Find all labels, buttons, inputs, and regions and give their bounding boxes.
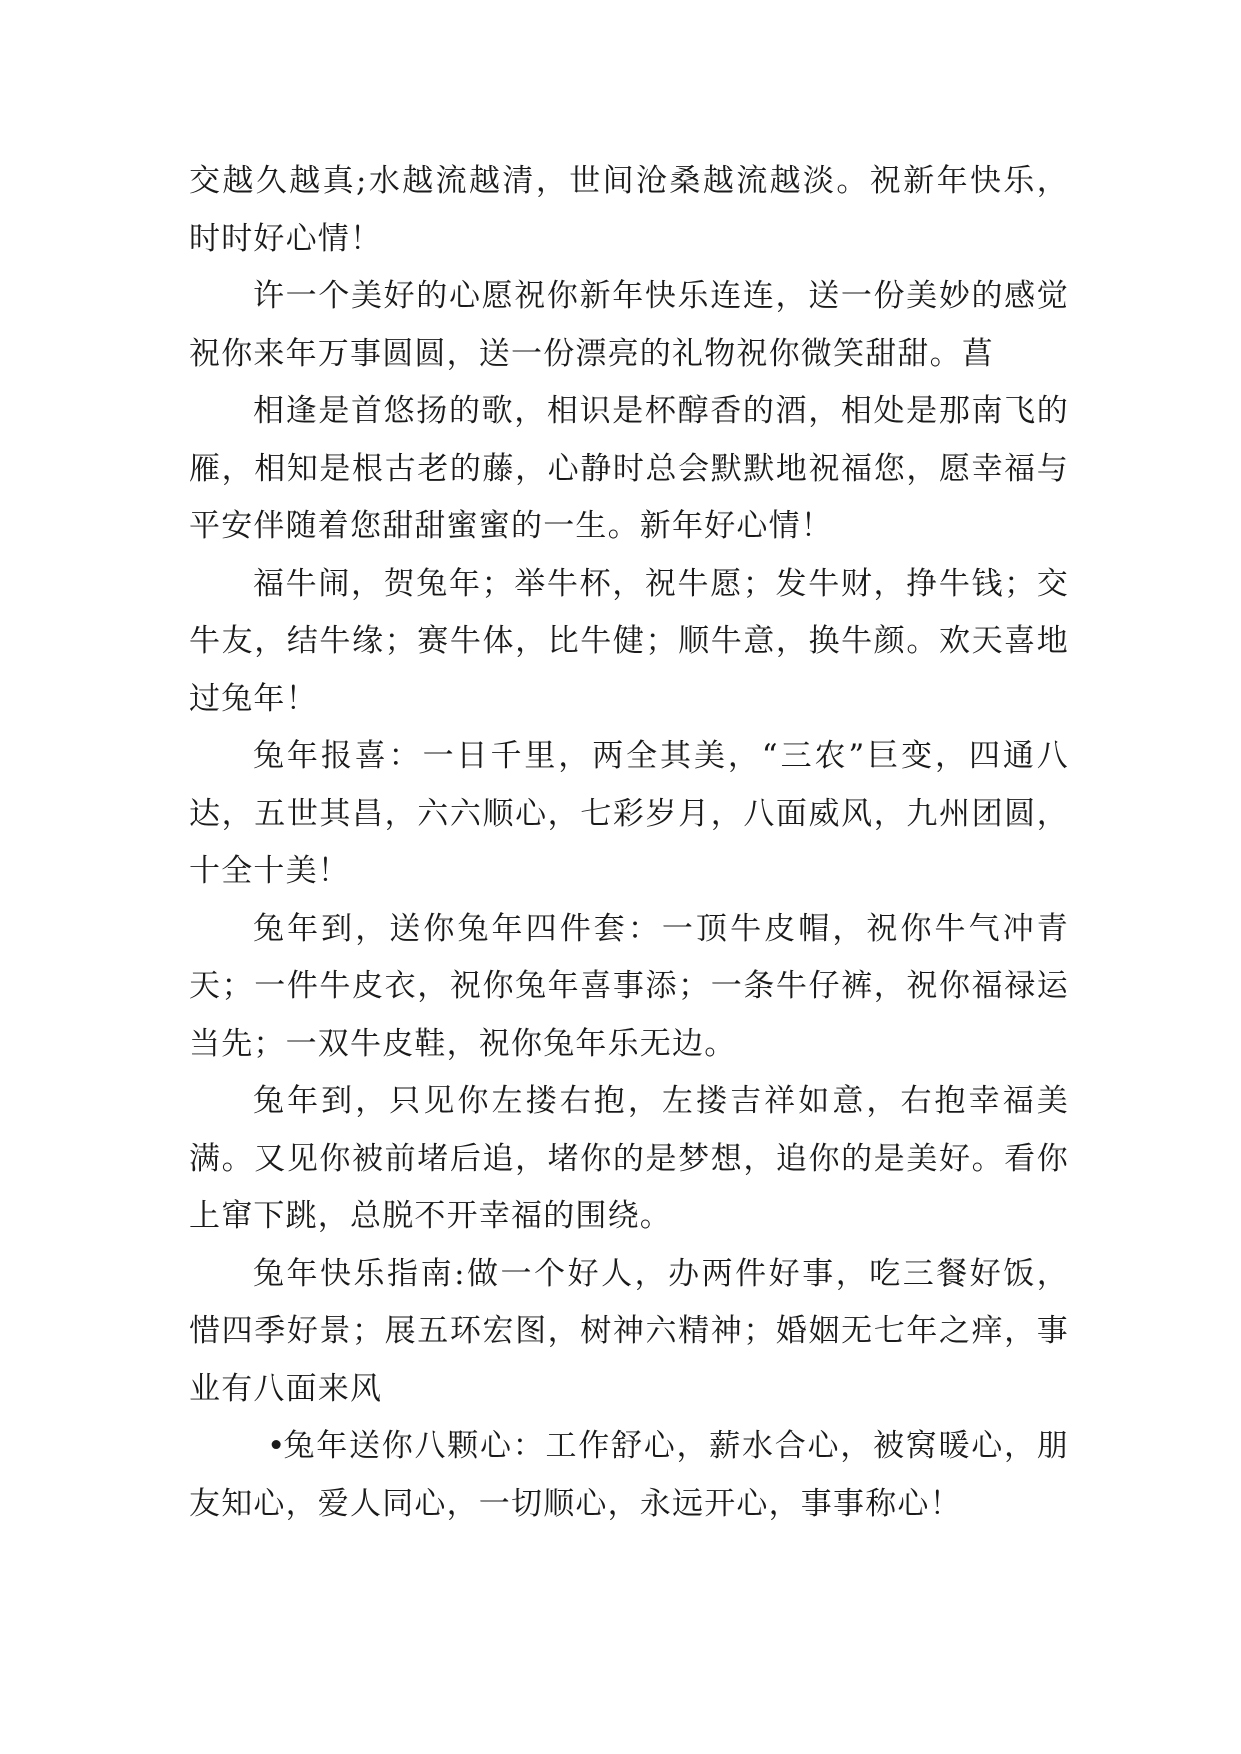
bullet-marker: • xyxy=(267,1428,287,1464)
paragraph: 福牛闹，贺兔年；举牛杯，祝牛愿；发牛财，挣牛钱；交牛友，结牛缘；赛牛体，比牛健；顺牛意，换牛颜。欢天喜地过兔年！ xyxy=(189,565,1069,717)
paragraph: 兔年报喜：一日千里，两全其美，“三农”巨变，四通八达，五世其昌，六六顺心，七彩岁月，八面威风，九州团圆，十全十美！ xyxy=(189,738,1069,889)
bullet-paragraph xyxy=(189,1418,1069,1533)
paragraph: 兔年到，送你兔年四件套：一顶牛皮帽，祝你牛气冲青天；一件牛皮衣，祝你兔年喜事添；一条牛仔裤，祝你福禄运当先；一双牛皮鞋，祝你兔年乐无边。 xyxy=(189,910,1069,1062)
paragraph: 兔年到，只见你左搂右抱，左搂吉祥如意，右抱幸福美满。又见你被前堵后追，堵你的是梦想，追你的是美好。看你上窜下跳，总脱不开幸福的围绕。 xyxy=(189,1083,1069,1234)
paragraph: 兔年快乐指南:做一个好人，办两件好事，吃三餐好饭，惜四季好景；展五环宏图，树神六精神；婚姻无七年之痒，事业有八面来风 xyxy=(189,1255,1069,1407)
paragraph: 相逢是首悠扬的歌，相识是杯醇香的酒，相处是那南飞的雁，相知是根古老的藤，心静时总会默默地祝福您，愿幸福与平安伴随着您甜甜蜜蜜的一生。新年好心情！ xyxy=(189,393,1069,544)
document-body xyxy=(189,153,1069,1533)
bullet-paragraph-text: 兔年送你八颗心：工作舒心，薪水合心，被窝暖心，朋友知心，爱人同心，一切顺心，永远开心，事事称心！ xyxy=(189,1428,1069,1522)
paragraph-continuation: 交越久越真;水越流越清，世间沧桑越流越淡。祝新年快乐，时时好心情！ xyxy=(189,163,1069,257)
paragraph: 许一个美好的心愿祝你新年快乐连连，送一份美妙的感觉祝你来年万事圆圆，送一份漂亮的礼物祝你微笑甜甜。菖 xyxy=(189,278,1069,372)
